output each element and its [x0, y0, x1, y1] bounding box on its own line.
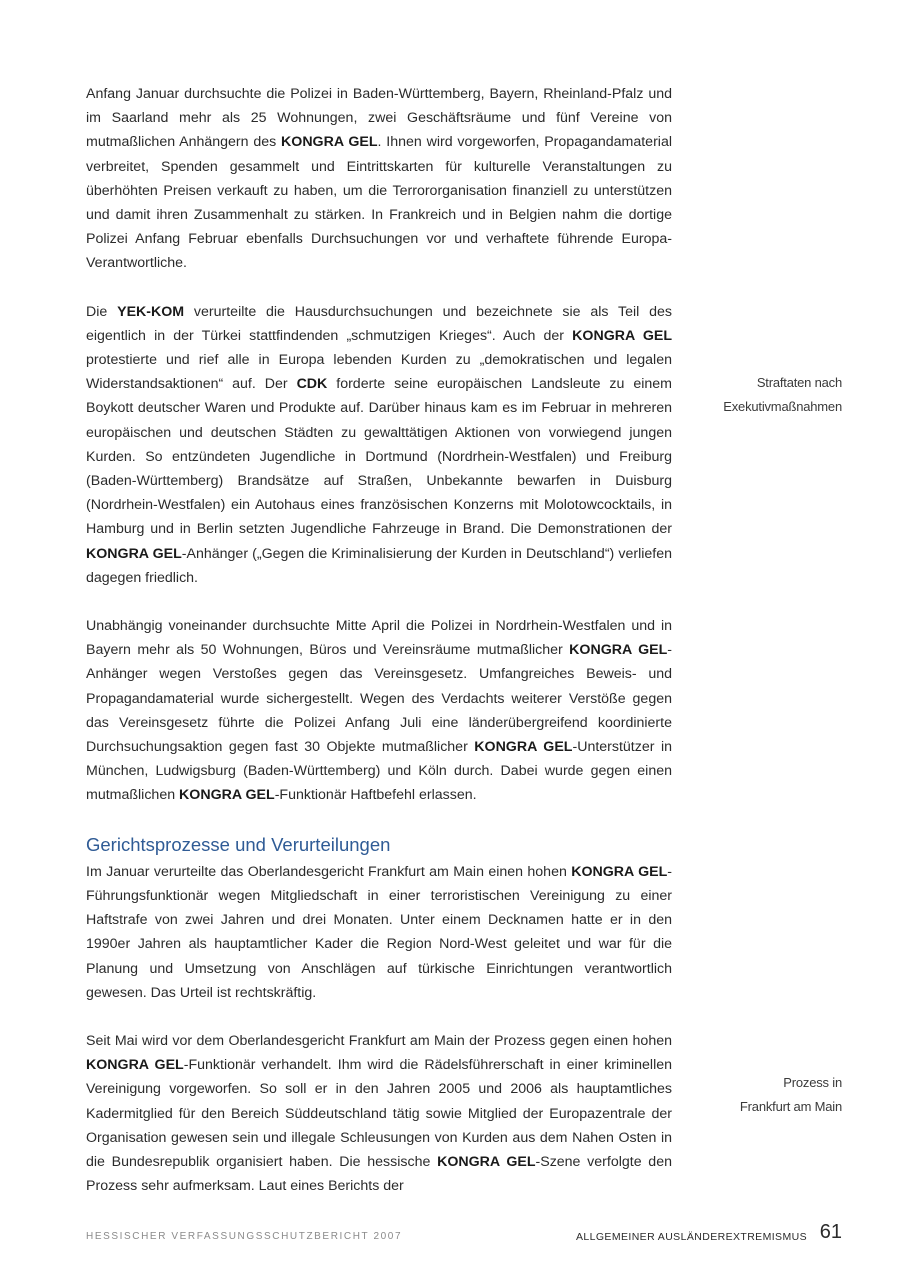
- margin-note-line: Exekutivmaßnahmen: [723, 399, 842, 414]
- margin-note-straftaten: [672, 371, 842, 419]
- paragraph-reactions: [86, 300, 672, 590]
- margin-note-prozess: [672, 1071, 842, 1119]
- text-segment: verurteilte die Hausdurchsuchungen und bezeichnete sie als Teil des eigentlich in der Türkei stattfindenden „schmutzigen Krieges“. Auch der: [86, 303, 673, 344]
- paragraph-trial-frankfurt: [86, 1029, 672, 1198]
- main-text-column: [86, 82, 672, 1222]
- text-segment: Anfang Januar durchsuchte die Polizei in Baden-Württemberg, Bayern, Rheinland-Pfalz und im Saarland mehr als 25 Wohnungen, zwei Geschäftsräume und fünf Vereine von mutmaßlichen Anhängern des: [86, 86, 672, 151]
- page-number: 61: [819, 1221, 842, 1243]
- organization-name: KONGRA GEL: [86, 1057, 184, 1074]
- organization-name: KONGRA GEL: [572, 327, 672, 344]
- text-segment: -Funktionär Haftbefehl erlassen.: [274, 787, 477, 804]
- organization-name: KONGRA GEL: [571, 863, 668, 880]
- text-segment: . Ihnen wird vorgeworfen, Propagandamaterial verbreitet, Spenden gesammelt und Eintrittskarten für kulturelle Veranstaltungen zu überhöhten Preisen verkauft zu haben, um die Terrororganisation finanziell zu unterstützen und damit ihren Zusammenhalt zu stärken. In Frankreich und in Belgien nahm die dortige Polizei Anfang Februar ebenfalls Durchsuchungen vor und verhaftete führende Europa-Verantwortliche.: [86, 134, 672, 272]
- organization-name: KONGRA GEL: [281, 134, 378, 151]
- text-segment: protestierte und rief alle in Europa lebenden Kurden zu „demokratischen und legalen Widerstandsaktionen“ auf. Der: [86, 352, 672, 393]
- text-segment: Im Januar verurteilte das Oberlandesgericht Frankfurt am Main einen hohen: [86, 863, 572, 880]
- text-segment: -Unterstützer in München, Ludwigsburg (Baden-Württemberg) und Köln durch. Dabei wurde gegen einen mutmaßlichen: [86, 739, 672, 804]
- margin-note-line: Straftaten nach: [756, 375, 842, 390]
- organization-name: KONGRA GEL: [569, 642, 668, 659]
- text-segment: forderte seine europäischen Landsleute zu einem Boykott deutscher Waren und Produkte auf. Darüber hinaus kam es im Februar in mehreren europäischen und deutschen Städten zu gewalttätigen Aktionen von vorwiegend jungen Kurden. So entzündeten Jugendliche in Dortmund (Nordrhein-Westfalen) und Freiburg (Baden-Württemberg) Brandsätze auf Straßen, Unbekannte bewarfen in Duisburg (Nordrhein-Westfalen) ein Autohaus eines französischen Konzerns mit Molotowcocktails, in Hamburg und in Berlin setzten Jugendliche Fahrzeuge in Brand. Die Demonstrationen der: [86, 376, 672, 538]
- organization-name: KONGRA GEL: [437, 1153, 536, 1170]
- organization-name: CDK: [296, 376, 328, 393]
- paragraph-verdict: [86, 860, 672, 1005]
- text-segment: Seit Mai wird vor dem Oberlandesgericht Frankfurt am Main der Prozess gegen einen hohen: [86, 1032, 672, 1049]
- text-segment: -Anhänger („Gegen die Kriminalisierung der Kurden in Deutschland“) verliefen dagegen friedlich.: [86, 545, 672, 586]
- organization-name: KONGRA GEL: [86, 545, 182, 562]
- text-segment: Unabhängig voneinander durchsuchte Mitte April die Polizei in Nordrhein-Westfalen und in Bayern mehr als 50 Wohnungen, Büros und Vereinsräume mutmaßlicher: [86, 618, 672, 659]
- paragraph-raids-january: [86, 82, 672, 276]
- organization-name: KONGRA GEL: [179, 787, 275, 804]
- organization-name: KONGRA GEL: [474, 739, 573, 756]
- footer-publication-title: HESSISCHER VERFASSUNGSSCHUTZBERICHT 2007: [86, 1231, 403, 1242]
- text-segment: -Führungsfunktionär wegen Mitgliedschaft in einer terroristischen Vereinigung zu einer Haftstrafe von zwei Jahren und drei Monaten. Unter einem Decknamen hatte er in den 1990er Jahren als hauptamtlicher Kader die Region Nord-West geleitet und war für die Planung und Umsetzung von Anschlägen auf türkische Einrichtungen verantwortlich gewesen. Das Urteil ist rechtskräftig.: [86, 863, 673, 1001]
- margin-note-line: Prozess in: [783, 1075, 842, 1090]
- footer-chapter-title: ALLGEMEINER AUSLÄNDEREXTREMISMUS: [575, 1231, 807, 1243]
- paragraph-raids-april: [86, 614, 672, 808]
- margin-note-line: Frankfurt am Main: [739, 1099, 842, 1114]
- text-segment: Die: [86, 303, 118, 320]
- section-heading: Gerichtsprozesse und Verurteilungen: [86, 833, 391, 855]
- text-segment: -Anhänger wegen Verstoßes gegen das Vereinsgesetz. Umfangreiches Beweis- und Propagandamaterial wurde sichergestellt. Wegen des Verdachts weiterer Verstöße gegen das Vereinsgesetz führte die Polizei Anfang Juli eine länderübergreifend koordinierte Durchsuchungsaktion gegen fast 30 Objekte mutmaßlicher: [86, 642, 672, 756]
- text-segment: -Szene verfolgte den Prozess sehr aufmerksam. Laut eines Berichts der: [86, 1153, 672, 1195]
- organization-name: YEK-KOM: [117, 303, 185, 320]
- text-segment: -Funktionär verhandelt. Ihm wird die Rädelsführerschaft in einer kriminellen Vereinigung vorgeworfen. So soll er in den Jahren 2005 und 2006 als hauptamtliches Kadermitglied für den Bereich Süddeutschland tätig sowie Mitglied der Europazentrale der Organisation gewesen sein und illegale Schleusungen von Kurden aus dem Nahen Osten in die Bundesrepublik organisiert haben. Die hessische: [86, 1057, 672, 1170]
